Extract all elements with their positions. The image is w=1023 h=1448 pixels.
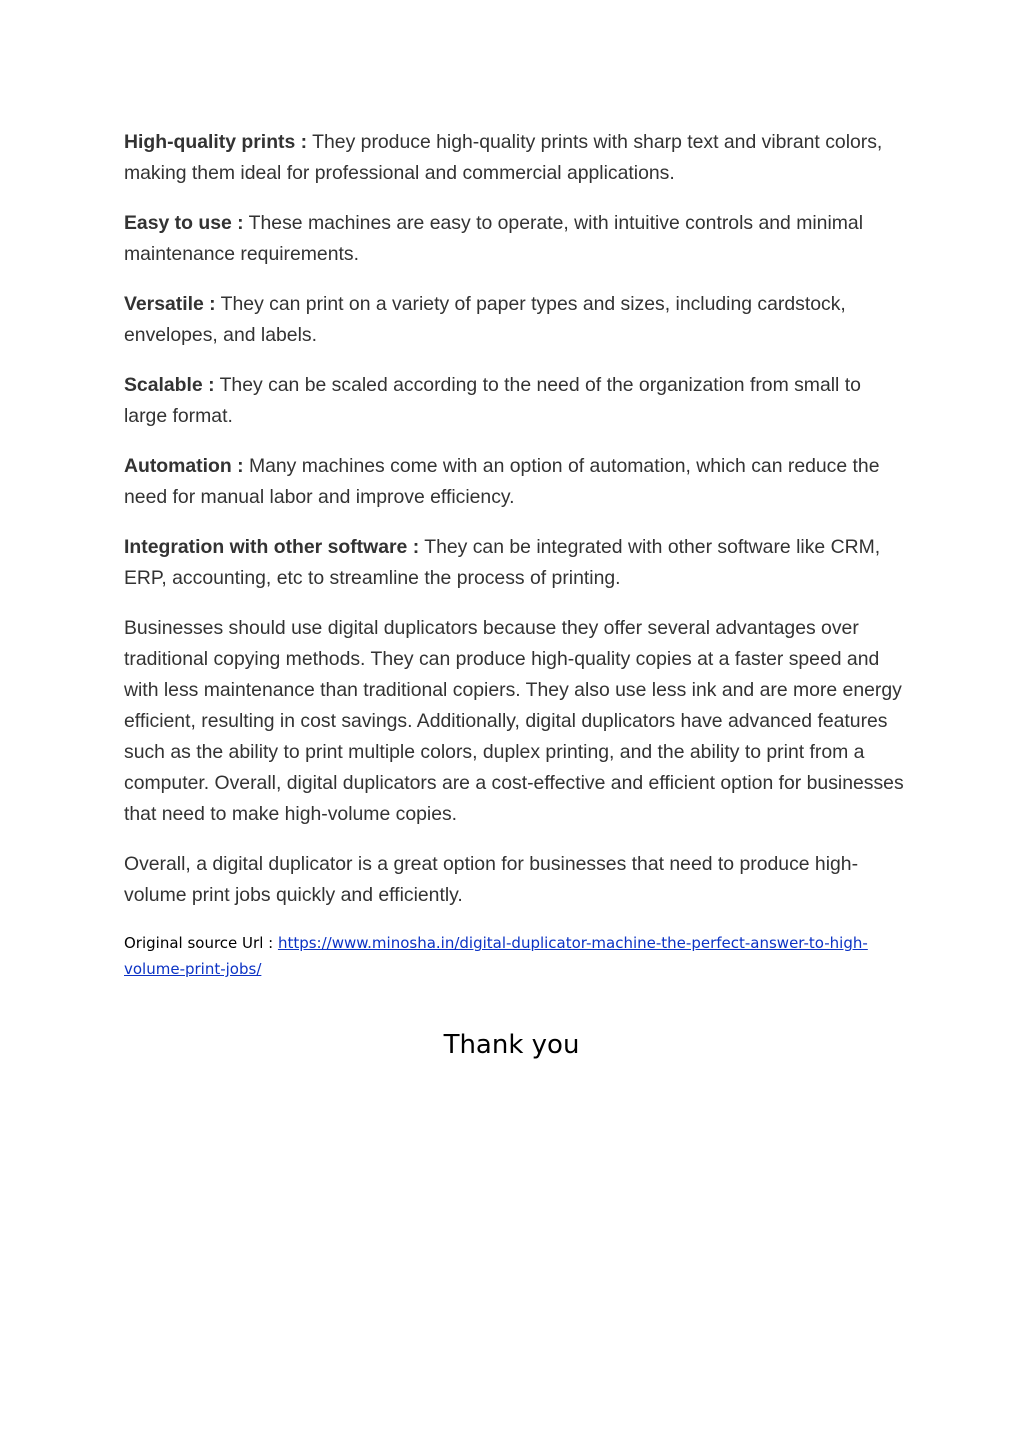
feature-versatile — [124, 289, 904, 351]
source-url-line — [124, 930, 904, 982]
feature-description: They can be integrated with other software like CRM, ERP, accounting, etc to streamline the process of printing. — [124, 536, 881, 589]
feature-description: They produce high-quality prints with sharp text and vibrant colors, making them ideal for professional and commercial applications. — [124, 131, 883, 184]
feature-easy-to-use — [124, 208, 904, 270]
feature-description: They can be scaled according to the need of the organization from small to large format. — [124, 374, 861, 427]
feature-term: Automation : — [124, 455, 244, 477]
feature-automation — [124, 451, 904, 513]
feature-scalable — [124, 370, 904, 432]
feature-term: Integration with other software : — [124, 536, 420, 558]
feature-term: High-quality prints : — [124, 131, 308, 153]
feature-term: Easy to use : — [124, 212, 244, 234]
paragraph-advantages: Businesses should use digital duplicators because they offer several advantages over traditional copying methods. They can produce high-quality copies at a faster speed and with less maintenance than traditional copiers. They also use less ink and are more energy efficient, resulting in cost savings. Additionally, digital duplicators have advanced features such as the ability to print multiple colors, duplex printing, and the ability to print from a computer. Overall, digital duplicators are a cost-effective and efficient option for businesses that need to make high-volume copies. — [124, 617, 904, 825]
feature-integration — [124, 532, 904, 594]
feature-description: They can print on a variety of paper types and sizes, including cardstock, envelopes, and labels. — [124, 293, 846, 346]
feature-term: Versatile : — [124, 293, 216, 315]
document-body — [124, 127, 904, 982]
paragraph-overall: Overall, a digital duplicator is a great option for businesses that need to produce high-volume print jobs quickly and efficiently. — [124, 853, 859, 906]
feature-term: Scalable : — [124, 374, 215, 396]
feature-description: These machines are easy to operate, with intuitive controls and minimal maintenance requirements. — [124, 212, 863, 265]
thank-you-heading: Thank you — [443, 1030, 580, 1060]
source-label: Original source Url : — [124, 934, 278, 952]
feature-description: Many machines come with an option of automation, which can reduce the need for manual labor and improve efficiency. — [124, 455, 880, 508]
feature-high-quality-prints — [124, 127, 904, 189]
source-link[interactable]: https://www.minosha.in/digital-duplicator-machine-the-perfect-answer-to-high-volume-print-jobs/ — [124, 934, 868, 978]
